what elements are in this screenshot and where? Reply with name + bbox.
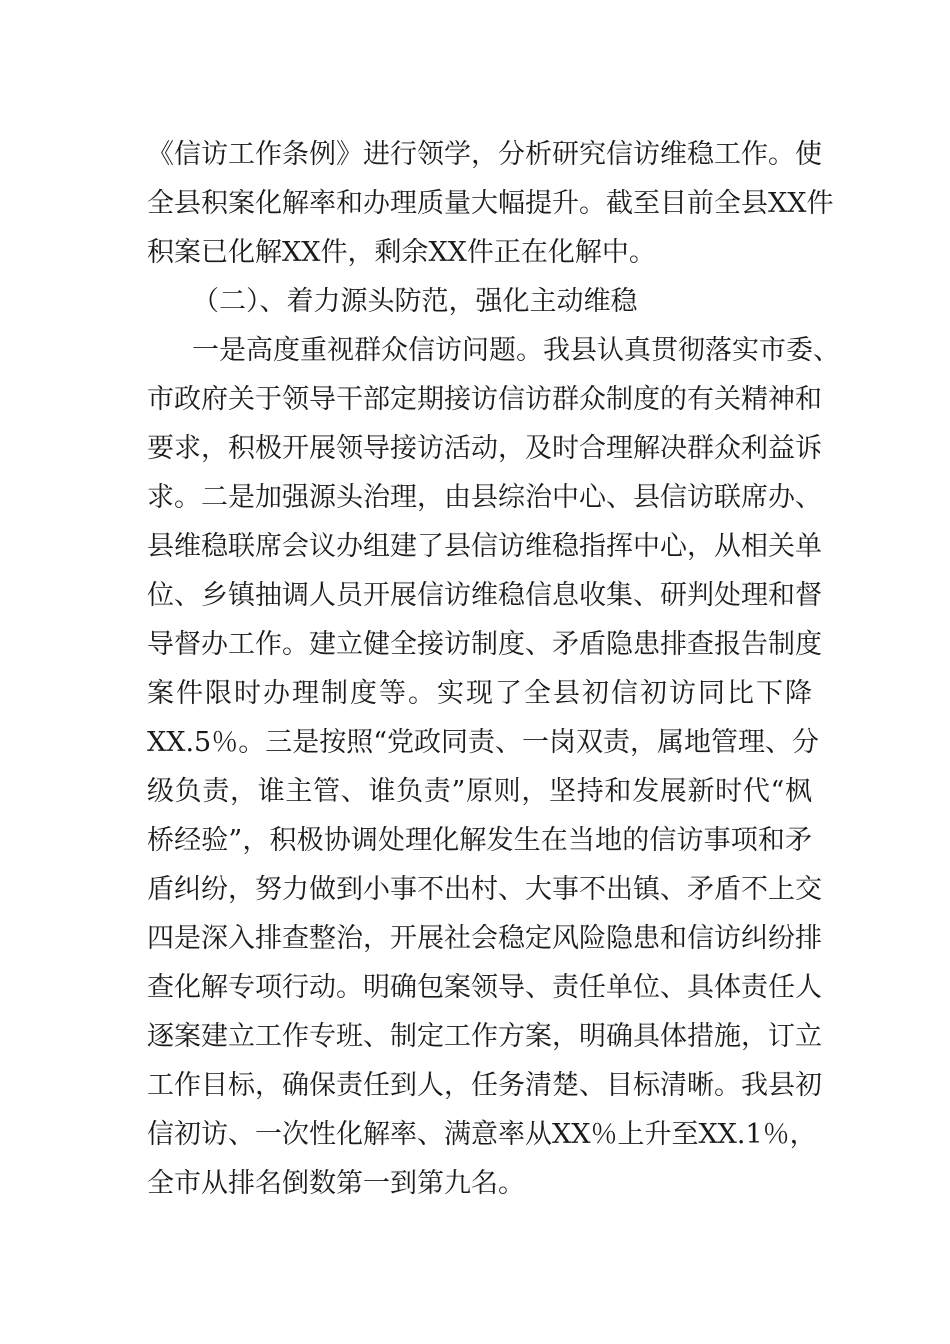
body-text	[147, 130, 840, 1208]
text-line: 全市从排名倒数第一到第九名。	[147, 1168, 525, 1199]
text-line: 要求，积极开展领导接访活动，及时合理解决群众利益诉	[147, 433, 822, 464]
text-line: 一是高度重视群众信访问题。我县认真贯彻落实市委、	[192, 335, 840, 366]
text-line: 工作目标，确保责任到人，任务清楚、目标清晰。我县初	[147, 1070, 822, 1101]
text-line: 逐案建立工作专班、制定工作方案，明确具体措施，订立	[147, 1021, 822, 1052]
text-line: 级负责，谁主管、谁负责”原则，坚持和发展新时代“枫	[147, 776, 812, 807]
text-line: 位、乡镇抽调人员开展信访维稳信息收集、研判处理和督	[147, 580, 822, 611]
text-line: 案件限时办理制度等。实现了全县初信初访同比下降	[147, 678, 812, 709]
text-line: 导督办工作。建立健全接访制度、矛盾隐患排查报告制度	[147, 629, 822, 660]
text-line: 信初访、一次性化解率、满意率从XX％上升至XX.1％，	[147, 1119, 817, 1150]
section-heading: （二）、着力源头防范，强化主动维稳	[192, 286, 638, 317]
text-line: 盾纠纷，努力做到小事不出村、大事不出镇、矛盾不上交	[147, 874, 822, 905]
text-line: 《信访工作条例》进行领学，分析研究信访维稳工作。使	[147, 139, 822, 170]
text-line: 县维稳联席会议办组建了县信访维稳指挥中心，从相关单	[147, 531, 822, 562]
text-line: 桥经验”，积极协调处理化解发生在当地的信访事项和矛	[147, 825, 812, 856]
text-line: 市政府关于领导干部定期接访信访群众制度的有关精神和	[147, 384, 822, 415]
text-line: 积案已化解XX件，剩余XX件正在化解中。	[147, 237, 656, 268]
text-line: 求。二是加强源头治理，由县综治中心、县信访联席办、	[147, 482, 822, 513]
text-line: 四是深入排查整治，开展社会稳定风险隐患和信访纠纷排	[147, 923, 822, 954]
text-line: 全县积案化解率和办理质量大幅提升。截至目前全县XX件	[147, 188, 834, 219]
text-line: XX.5％。三是按照“党政同责、一岗双责，属地管理、分	[147, 727, 820, 758]
text-line: 查化解专项行动。明确包案领导、责任单位、具体责任人	[147, 972, 822, 1003]
